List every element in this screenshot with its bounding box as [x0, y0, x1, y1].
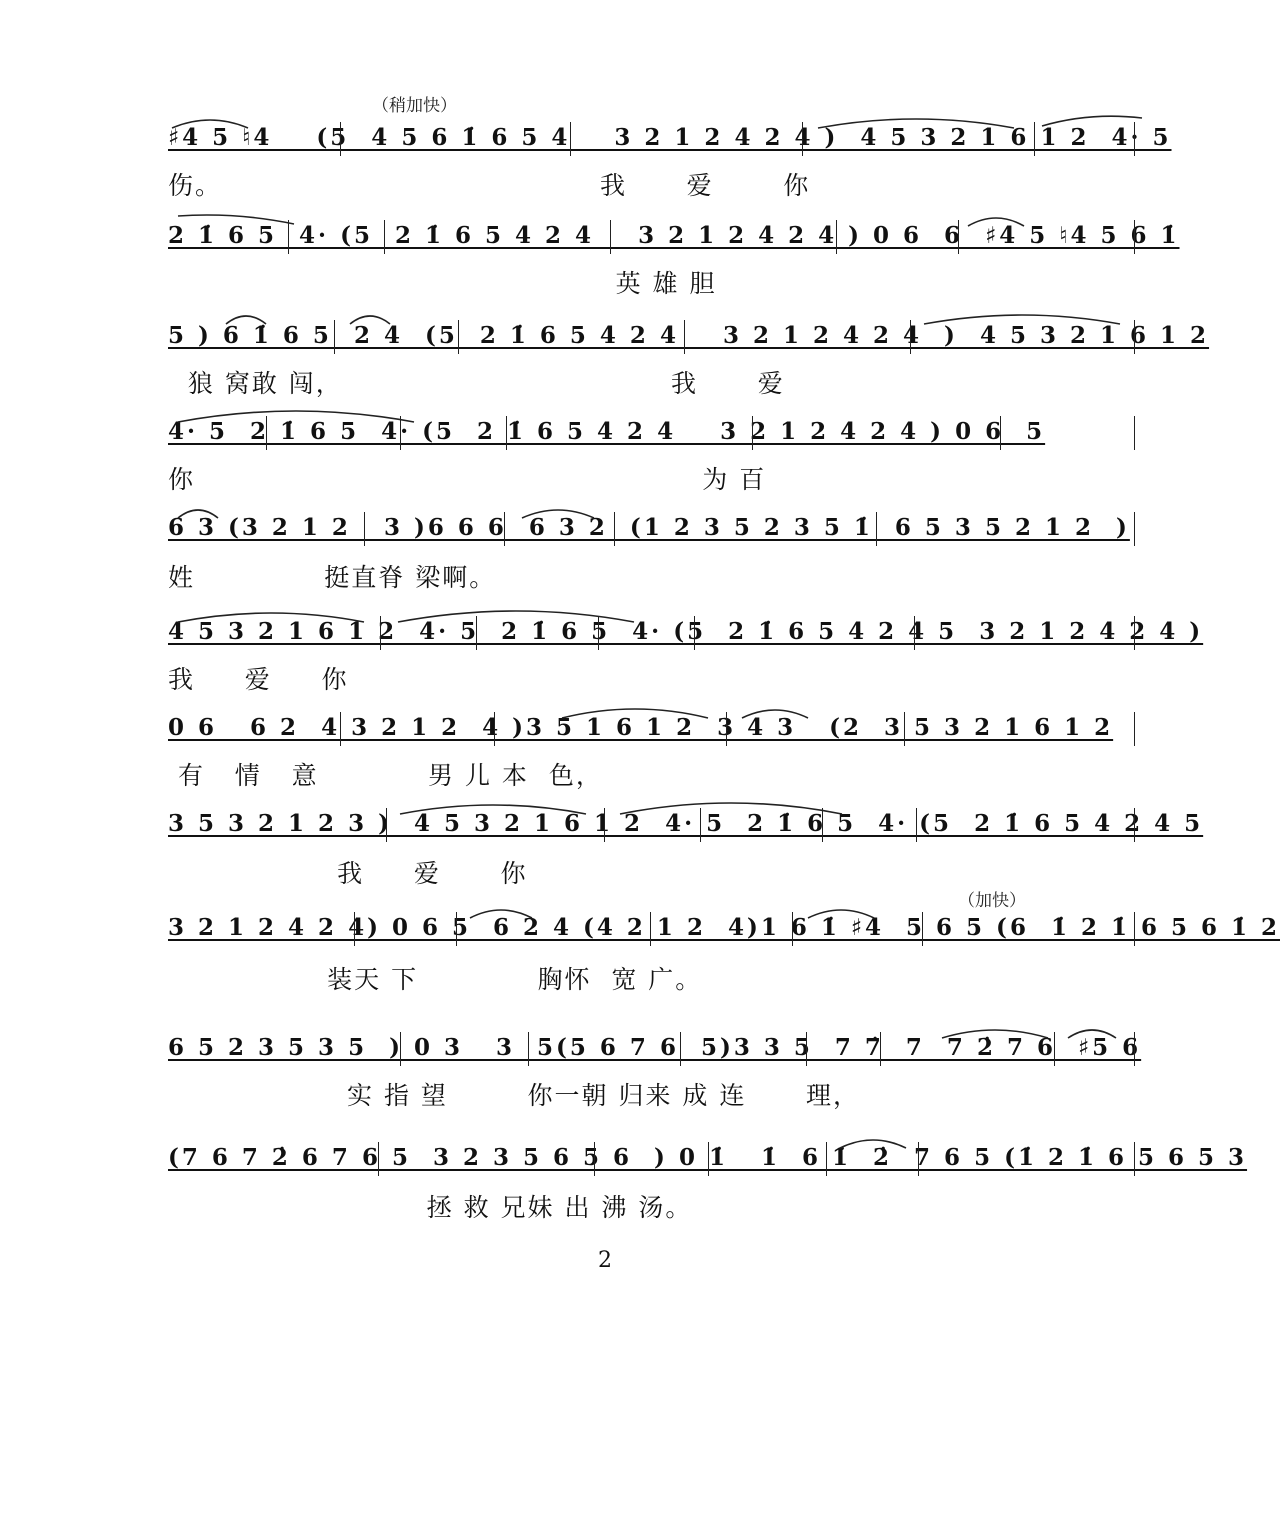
barline	[614, 512, 615, 546]
slur	[224, 312, 268, 326]
barline	[694, 616, 695, 650]
barline	[904, 712, 905, 746]
barline	[910, 320, 911, 354]
lyric-line: 拯 救 兄妹 出 沸 汤。	[168, 1193, 693, 1222]
slur	[1066, 1026, 1118, 1040]
barline	[708, 1142, 709, 1176]
barline	[378, 1142, 379, 1176]
barline	[826, 1142, 827, 1176]
slur	[940, 1026, 1050, 1040]
slur	[176, 212, 296, 226]
slur	[348, 312, 392, 326]
barline	[792, 912, 793, 946]
barline	[364, 512, 365, 546]
notation-line: 3 5 3 2 1 2 3 ) 4 5 3 2 1 6 1 2 4· 5 2 1̇ 6 5 4· (5 2 1̇ 6 5 4 2 4 5	[168, 810, 1204, 837]
barline	[726, 712, 727, 746]
notation-line: 2 1̇ 6 5 4· (5 2 1̇ 6 5 4 2 4 3 2 1 2 4 2 4 ) 0 6 6 ♯4 5 ♮4 5 6 1̇	[168, 222, 1180, 249]
barline	[836, 220, 837, 254]
barline	[680, 1032, 681, 1066]
barline	[570, 122, 571, 156]
notation-line: 6 3 (3 2 1 2 3 )6 6 6 6 3 2 (1 2 3 5 2 3 5 1̇ 6 5 3 5 2 1 2 )	[168, 514, 1130, 541]
barline	[1134, 512, 1135, 546]
barline	[922, 912, 923, 946]
notation-line: 0 6 6 2 4 3 2 1 2 4 )3 5 1 6 1 2 3 4 3 (2 3 5 3 2 1 6 1 2	[168, 714, 1114, 741]
slur	[176, 408, 416, 424]
barline	[354, 912, 355, 946]
barline	[802, 122, 803, 156]
barline	[384, 220, 385, 254]
slur	[396, 608, 636, 624]
slur	[176, 610, 366, 624]
barline	[1000, 416, 1001, 450]
barline	[880, 1032, 881, 1066]
barline	[806, 1032, 807, 1066]
notation-line: 5 ) 6 1̇ 6 5 2 4 (5 2 1̇ 6 5 4 2 4 3 2 1 2 4 2 4 ) 4 5 3 2 1 6 1 2	[168, 322, 1210, 349]
barline	[918, 1142, 919, 1176]
barline	[1134, 416, 1135, 450]
barline	[1134, 220, 1135, 254]
barline	[456, 912, 457, 946]
page-number: 2	[598, 1248, 612, 1273]
notation-line: (7 6 7 2̇ 6 7 6 5 3 2 3 5 6 5 6 ) 0 1̇ 1̇ 6 1̇ 2̇ 7 6 5 (1̇ 2 1̇ 6 5 6 5 3	[168, 1144, 1248, 1171]
lyric-line: 装天 下 胸怀 宽 广。	[168, 965, 703, 994]
barline	[494, 712, 495, 746]
barline	[386, 808, 387, 842]
barline	[1134, 808, 1135, 842]
lyric-line: 实 指 望 你一朝 归来 成 连 理，	[168, 1081, 861, 1110]
notation-line: 3 2 1 2 4 2 4) 0 6 5 6 2 4 (4 2 1 2 4)1 6 1̇ ♯4 5 6 5 (6 1̇ 2 1̇ 6 5 6 1̇ 2	[168, 914, 1280, 941]
barline	[380, 616, 381, 650]
barline	[1134, 1142, 1135, 1176]
barline	[1134, 616, 1135, 650]
barline	[1034, 122, 1035, 156]
slur	[816, 116, 1016, 130]
barline	[1134, 912, 1135, 946]
barline	[458, 320, 459, 354]
slur	[560, 706, 710, 720]
notation-line: 6 5 2 3 5 3 5 ) 0 3 3 5(5 6 7 6 5)3 3 5 7 7̇ 7 7 2̇ 7 6 ♯5 6	[168, 1034, 1142, 1061]
barline	[610, 220, 611, 254]
lyric-line: 狼 窝敢 闯， 我 爱	[168, 369, 785, 398]
barline	[876, 512, 877, 546]
barline	[528, 1032, 529, 1066]
barline	[400, 1032, 401, 1066]
tempo-mark-faster: （加快）	[958, 891, 1026, 911]
barline	[604, 808, 605, 842]
slur	[922, 312, 1122, 326]
barline	[1134, 712, 1135, 746]
slur	[398, 802, 588, 816]
barline	[504, 512, 505, 546]
lyric-line: 姓 挺直脊 梁啊。	[168, 563, 497, 592]
barline	[340, 122, 341, 156]
barline	[914, 616, 915, 650]
slur	[806, 906, 876, 920]
barline	[684, 320, 685, 354]
barline	[1134, 320, 1135, 354]
barline	[594, 1142, 595, 1176]
barline	[506, 416, 507, 450]
notation-line: ♯4 5 ♮4 (5 4 5 6 1̇ 6 5 4 3 2 1 2 4 2 4 ) 4 5 3 2 1 6 1 2 4· 5	[168, 124, 1172, 151]
lyric-line: 你 为 百	[168, 465, 767, 494]
barline	[958, 220, 959, 254]
lyric-line: 有 情 意 男 儿 本 色，	[168, 761, 603, 790]
barline	[752, 416, 753, 450]
barline	[916, 808, 917, 842]
notation-line: 4· 5 2 1̇ 6 5 4· (5 2 1̇ 6 5 4 2 4 3 2 1 2 4 2 4 ) 0 6 5	[168, 418, 1046, 445]
slur	[170, 116, 250, 130]
slur	[618, 800, 844, 816]
tempo-mark-slightly-faster: （稍加快）	[372, 96, 457, 116]
slur	[468, 906, 534, 920]
barline	[340, 712, 341, 746]
slur	[1040, 114, 1144, 128]
slur	[966, 214, 1026, 228]
lyric-line: 英 雄 胆	[168, 269, 717, 298]
slur	[838, 1136, 908, 1150]
slur	[520, 506, 596, 520]
barline	[1134, 1032, 1135, 1066]
barline	[334, 320, 335, 354]
slur	[740, 706, 810, 720]
lyric-line: 我 爱 你	[168, 665, 349, 694]
lyric-line: 伤。 我 爱 你	[168, 171, 811, 200]
notation-line: 4 5 3 2 1 6 1 2 4· 5 2 1̇ 6 5 4· (5 2 1̇ 6 5 4 2 4 5 3 2 1 2 4 2 4 )	[168, 618, 1204, 645]
lyric-line: 我 爱 你	[168, 859, 528, 888]
slur	[176, 506, 220, 520]
barline	[1054, 1032, 1055, 1066]
barline	[650, 912, 651, 946]
